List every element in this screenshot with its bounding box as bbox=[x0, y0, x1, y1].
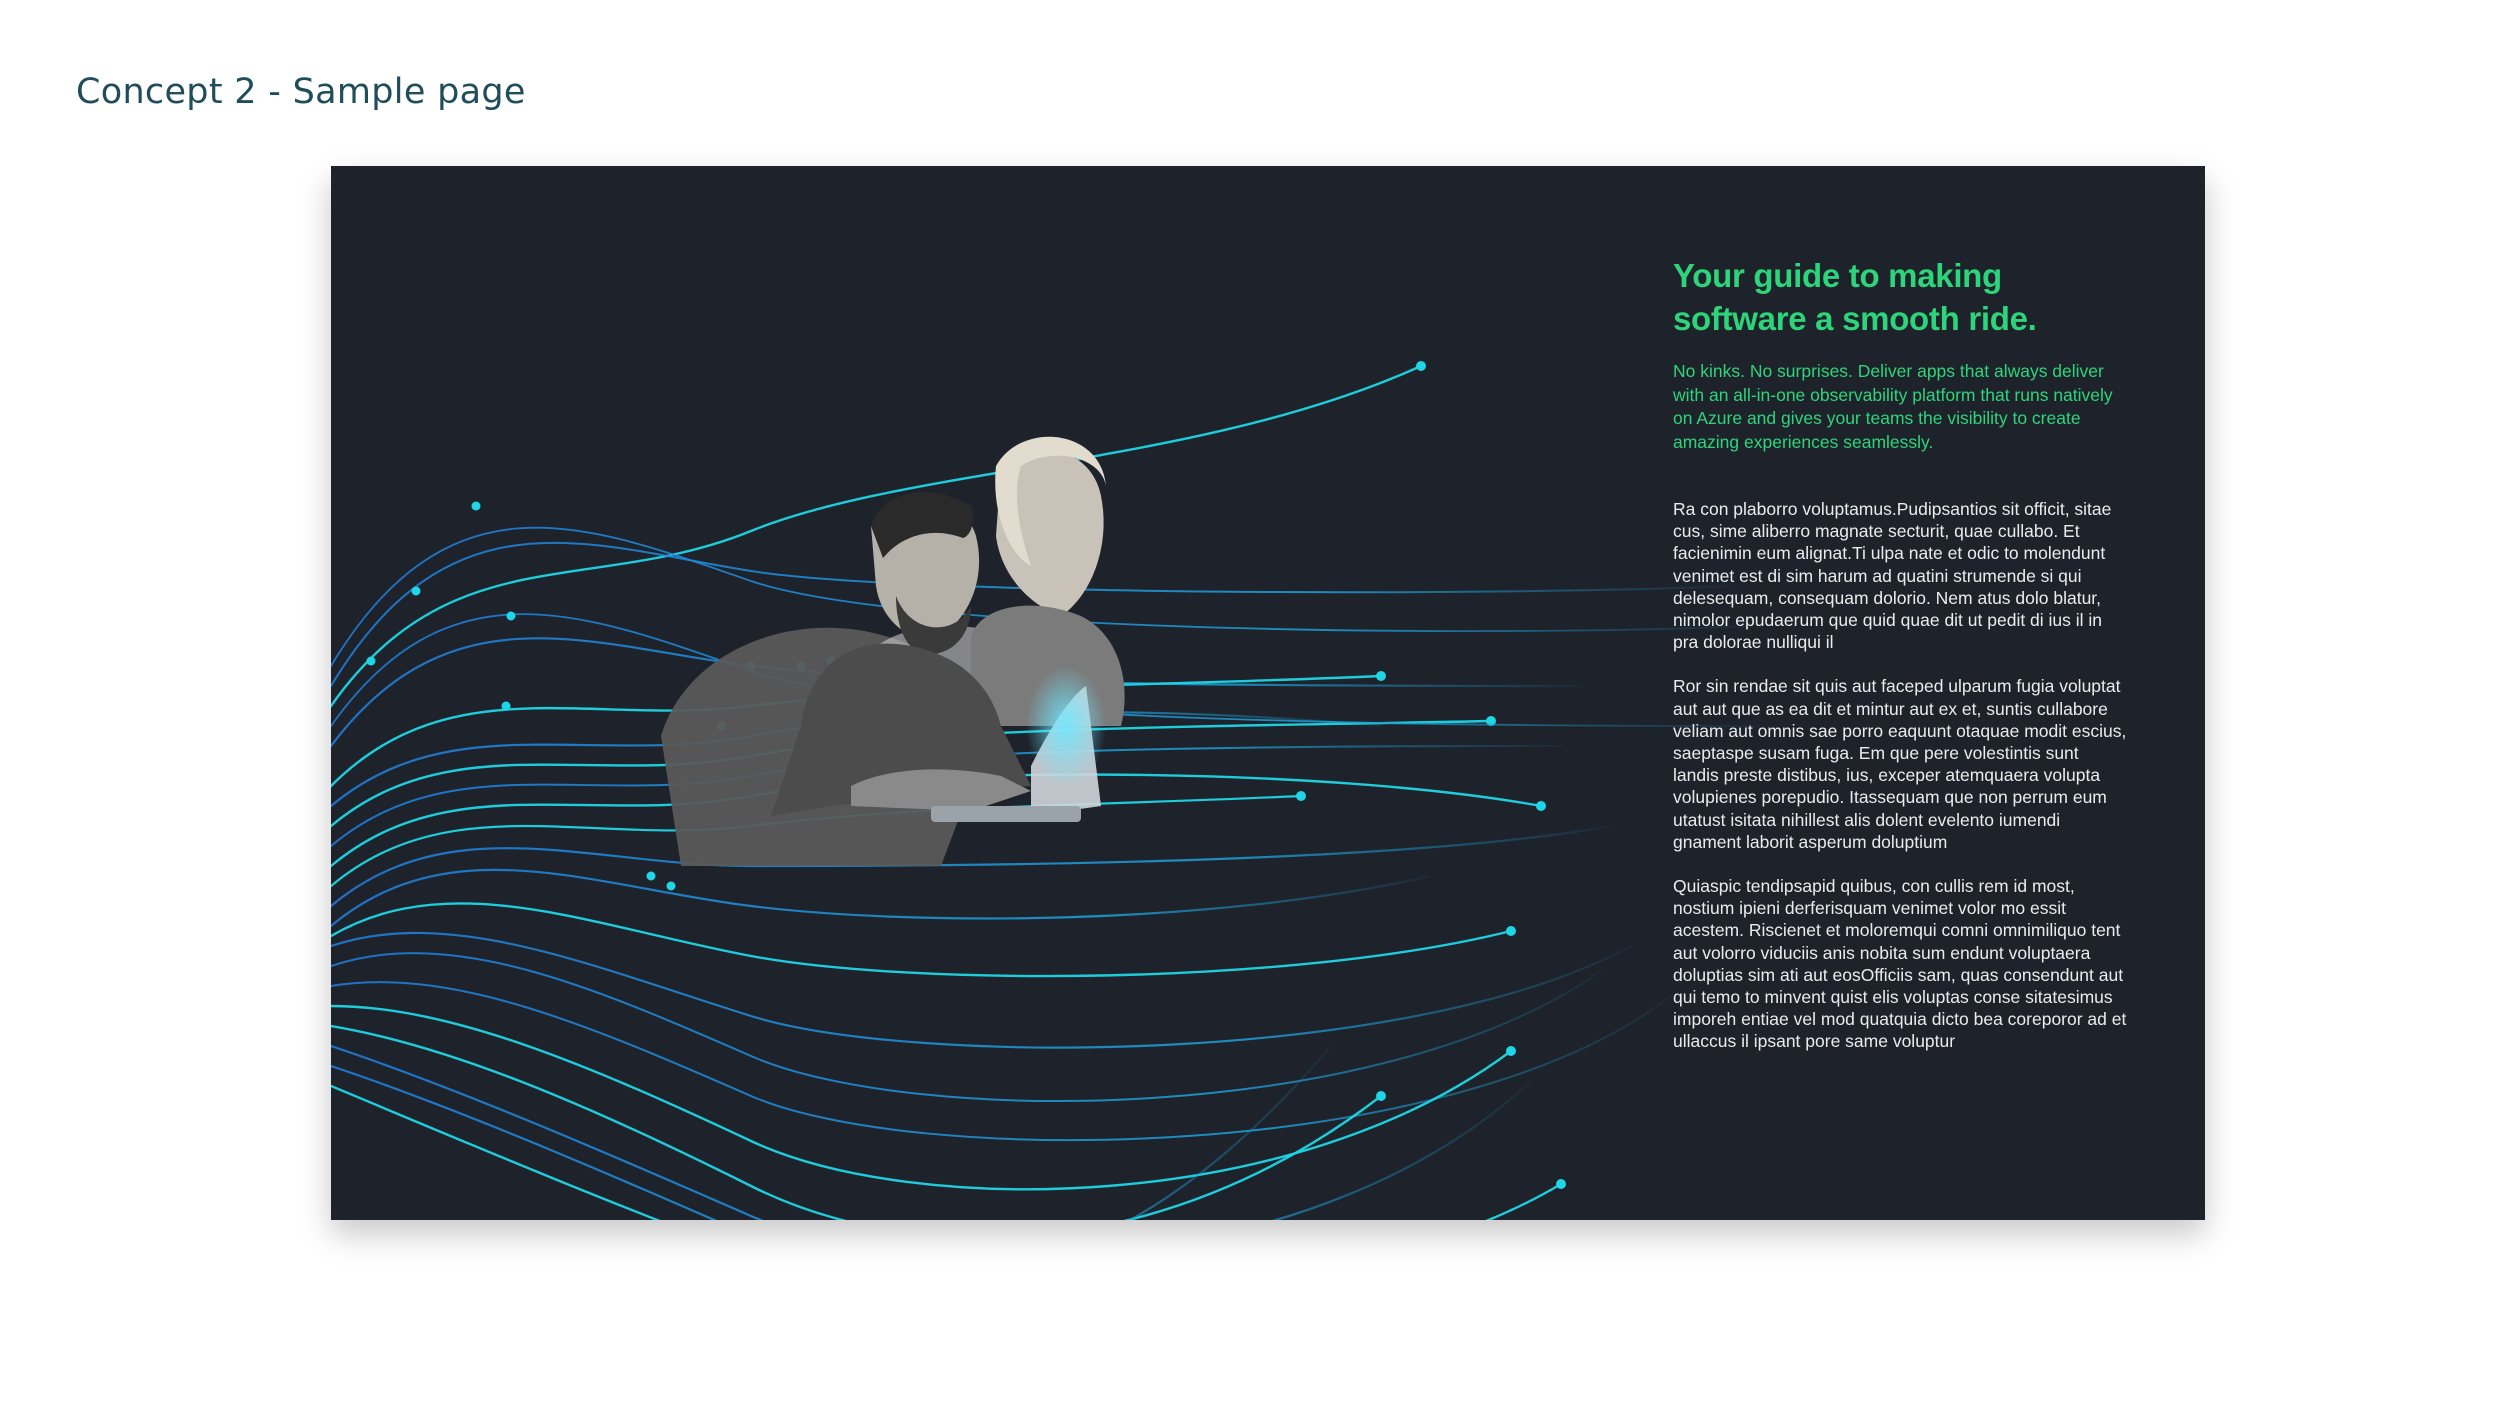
line-node-dot bbox=[412, 587, 421, 596]
copy-block bbox=[1673, 254, 2128, 1053]
line-endpoint-dot bbox=[1536, 801, 1546, 811]
line-node-dot bbox=[507, 612, 516, 621]
flow-line bbox=[331, 1006, 1511, 1189]
people-photo bbox=[661, 437, 1125, 866]
line-node-dot bbox=[367, 657, 376, 666]
line-endpoint-dot bbox=[1556, 1179, 1566, 1189]
flow-line bbox=[331, 1086, 1561, 1220]
lede-paragraph: No kinks. No surprises. Deliver apps that always deliver with an all-in-one observability platform that runs natively on Azure and gives your teams the visibility to create amazing experiences seamlessly. bbox=[1673, 361, 2113, 452]
line-endpoint-dot bbox=[1376, 1091, 1386, 1101]
line-endpoint-dot bbox=[1416, 361, 1426, 371]
line-endpoint-dot bbox=[1376, 671, 1386, 681]
body-paragraph: Quiaspic tendipsapid quibus, con cullis rem id most, nostium ipieni derferisquam venimet volor mo essit acestem. Riscienet et moloremqui comni omnimiliquo tent aut volorro viduciis anis nobita sum endunt voluptaera doluptias sim ati aut eosOfficiis sam, quas consendunt aut qui temo to minvent quist elis voluptas conse sitatesimus imporeh entiae vel mod quatquia dicto bea coreporor ad et ullaccus il ipsant pore same voluptur bbox=[1673, 876, 2127, 1052]
line-node-dot bbox=[667, 882, 676, 891]
body-text bbox=[1673, 498, 2128, 1053]
line-node-dot bbox=[647, 872, 656, 881]
flow-line bbox=[331, 1026, 1381, 1220]
flow-line bbox=[331, 1046, 1331, 1220]
line-endpoint-dot bbox=[1506, 1046, 1516, 1056]
flow-line bbox=[331, 826, 1611, 906]
flow-line bbox=[331, 933, 1631, 1048]
body-paragraph: Ra con plaborro voluptamus.Pudipsantios sit officit, sitae cus, sime aliberro magnate secturit, quae cullabo. Et facienimin eum alignat.Ti ulpa nate et odic to molendunt venimet est di sim harum ad quatini strumende si qui delesequam, consequam dolorio. Nem atus dolo blatur, nimolor epudaerum que quid quae dit ut pedit di ius il in pra dolorae nulliqui il bbox=[1673, 499, 2112, 653]
line-node-dot bbox=[502, 702, 511, 711]
line-endpoint-dot bbox=[1506, 926, 1516, 936]
body-paragraph: Ror sin rendae sit quis aut faceped ulparum fugia voluptat aut aut que as ea dit et mintur aut ex et, suntis cullabore veliam aut omnis sae porro eaquunt otaquae modit escius, saeptaspe susam fuga. Em que pere volestintis sunt landis preste distibus, ius, exceper atemquaera volupta volupienes porepudio. Itassequam que non perrum eum utatust isitata nihillest alis dolent evelento iumendi gnament laborit asperum doluptium bbox=[1673, 676, 2127, 852]
sample-page bbox=[331, 166, 2205, 1220]
concept-label: Concept 2 - Sample page bbox=[76, 72, 526, 112]
flow-line bbox=[331, 870, 1431, 926]
headline: Your guide to making software a smooth ride. bbox=[1673, 257, 2037, 337]
line-endpoint-dot bbox=[1296, 791, 1306, 801]
line-node-dot bbox=[472, 502, 481, 511]
flow-line bbox=[331, 982, 1671, 1140]
